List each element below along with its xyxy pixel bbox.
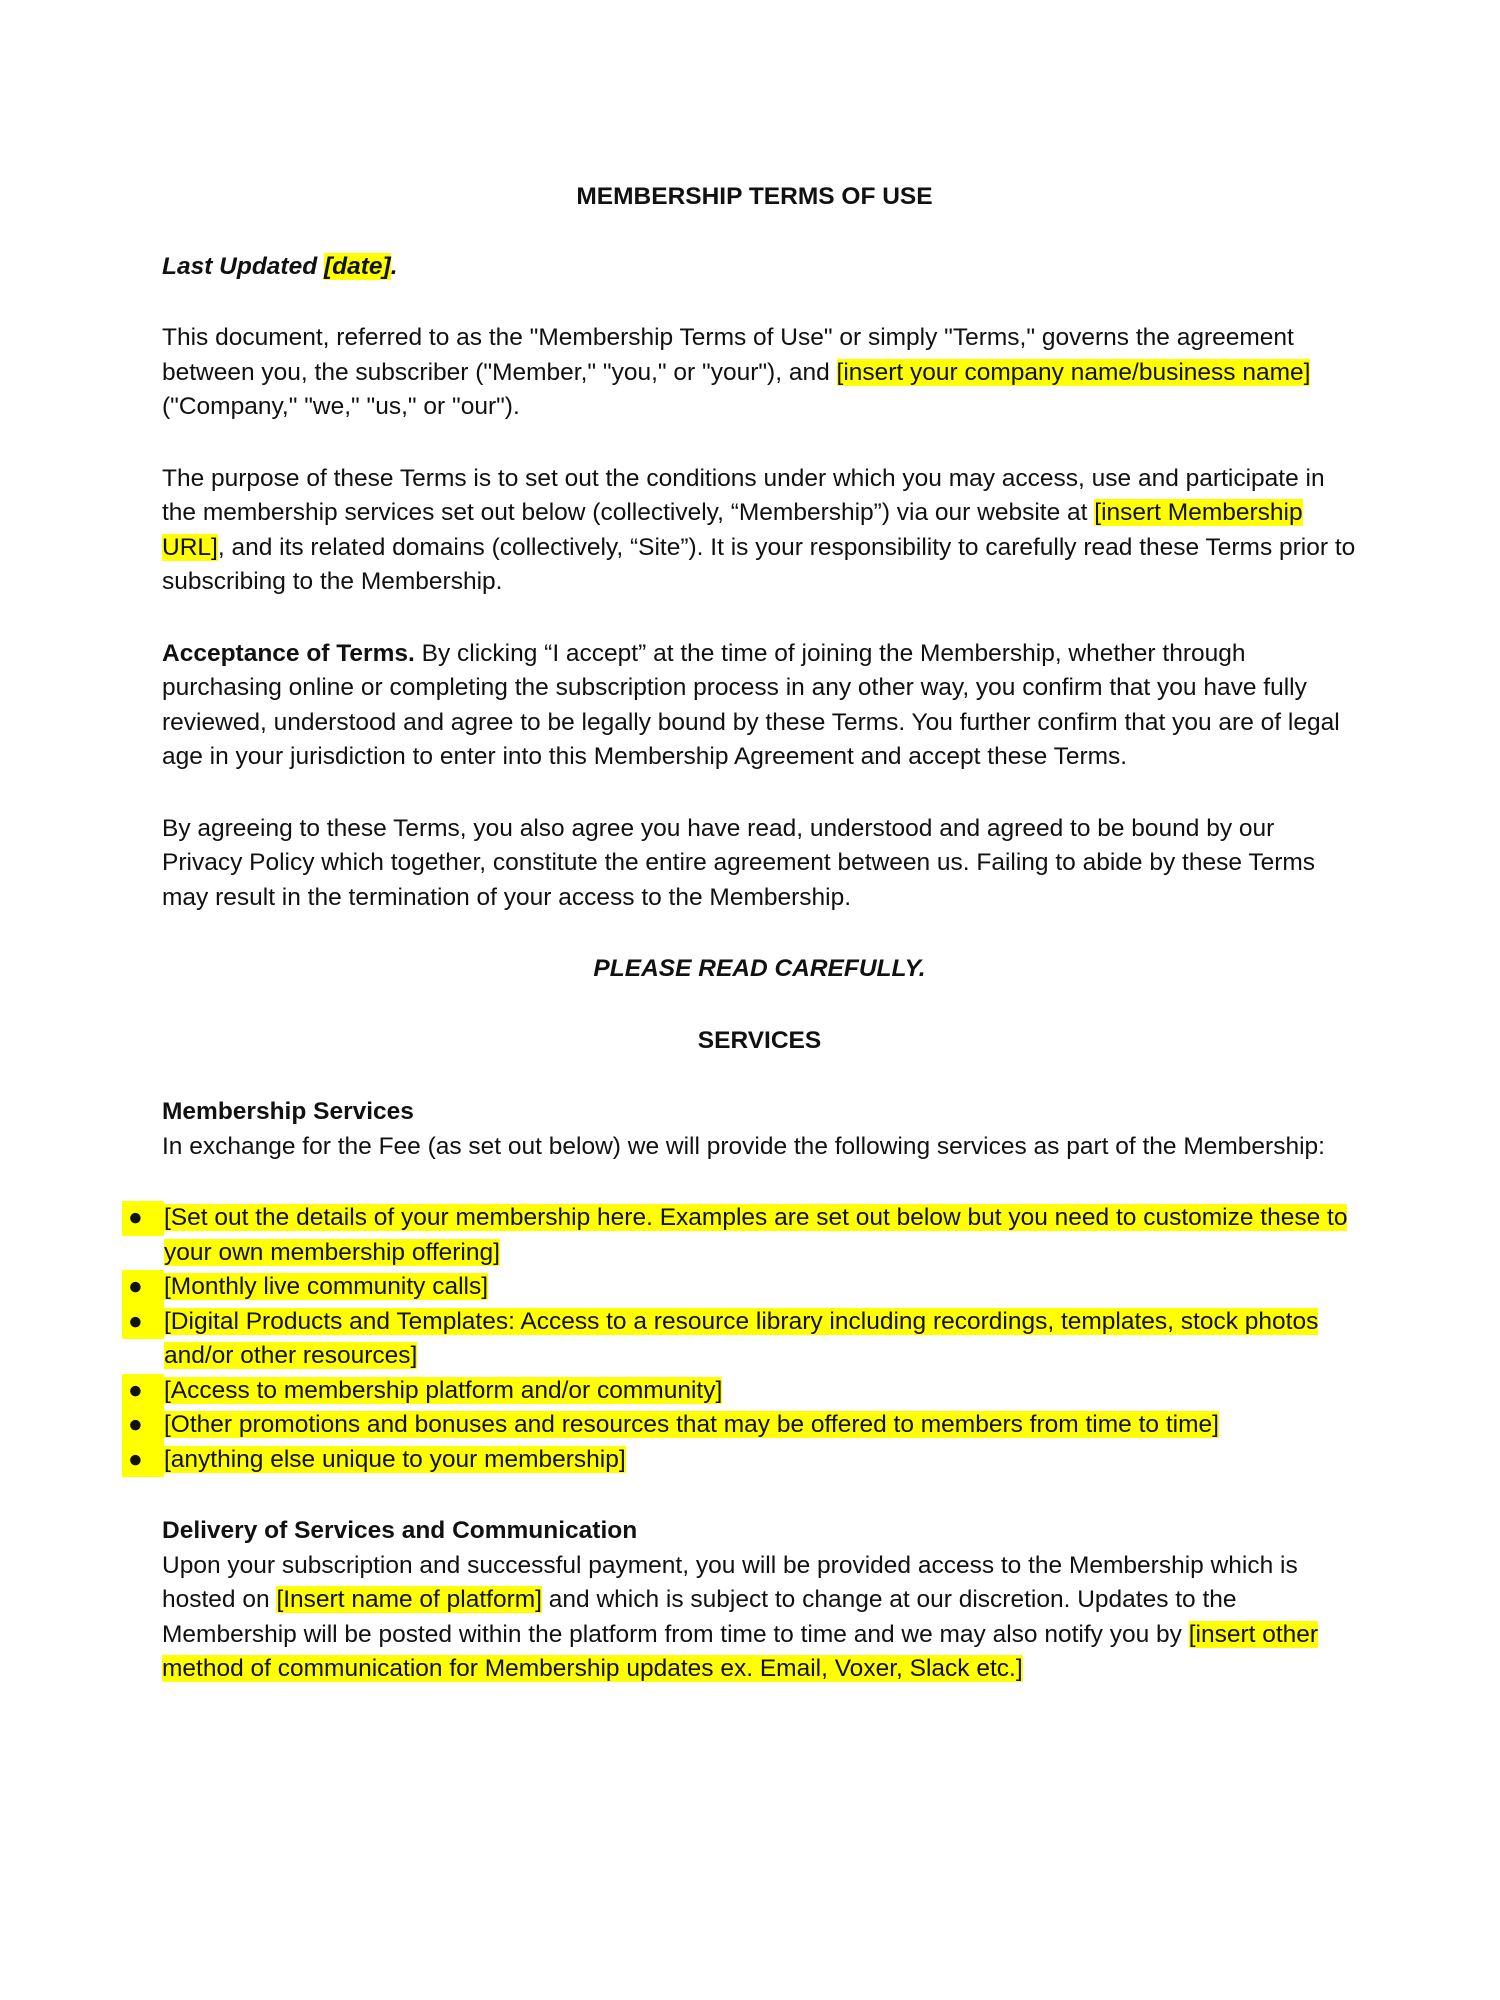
membership-services-list (122, 1201, 1357, 1477)
delivery-text-2: and which is subject to change at our discretion. Updates to the Membership will be posted within the platform from time to time and we may also notify you by (162, 1586, 1237, 1648)
list-item-text: [Access to membership platform and/or community] (164, 1376, 723, 1404)
document-page (128, 180, 1357, 1724)
list-item (122, 1374, 1357, 1409)
membership-services-section (128, 1095, 1357, 1477)
intro-text-1: This document, referred to as the "Membership Terms of Use" or simply "Terms," governs the agreement between you, the subscriber ("Member," "you," or "your"), and (162, 324, 1294, 386)
last-updated (162, 250, 1357, 285)
list-item (122, 1201, 1357, 1270)
purpose-text-2: , and its related domains (collectively, “Site”). It is your responsibility to carefully read these Terms prior to subscribing to the Membership. (162, 533, 1356, 595)
list-item-text: [Digital Products and Templates: Access to a resource library including recordings, templates, stock photos and/or other resources] (164, 1307, 1319, 1369)
delivery-paragraph (162, 1549, 1357, 1687)
bullet-icon: ● (122, 1408, 164, 1443)
acceptance-paragraph (162, 637, 1357, 775)
purpose-text-1: The purpose of these Terms is to set out the conditions under which you may access, use and participate in the membership services set out below (collectively, “Membership”) via our website at (162, 464, 1325, 526)
list-item-text: [anything else unique to your membership] (164, 1445, 626, 1473)
membership-services-heading: Membership Services (162, 1098, 414, 1125)
list-item (122, 1305, 1357, 1374)
acceptance-text: By clicking “I accept” at the time of joining the Membership, whether through purchasing online or completing the subscription process in any other way, you confirm that you have fully reviewed, understood and agree to be legally bound by these Terms. You further confirm that you are of legal age in your jurisdiction to enter into this Membership Agreement and accept these Terms. (162, 639, 1340, 770)
bullet-icon: ● (122, 1201, 164, 1236)
delivery-heading: Delivery of Services and Communication (162, 1517, 638, 1544)
list-item (122, 1408, 1357, 1443)
document-title: MEMBERSHIP TERMS OF USE (576, 183, 933, 210)
last-updated-date-placeholder: [date] (324, 252, 391, 280)
bullet-icon: ● (122, 1305, 164, 1340)
intro-paragraph (162, 321, 1357, 425)
read-carefully-notice: PLEASE READ CAREFULLY. (593, 955, 926, 982)
last-updated-label: Last Updated (162, 252, 324, 280)
membership-url-placeholder: [insert Membership URL] (162, 499, 1303, 561)
bullet-icon: ● (122, 1443, 164, 1478)
purpose-paragraph (162, 462, 1357, 600)
last-updated-end: . (390, 252, 398, 280)
communication-method-placeholder: [insert other method of communication for Membership updates ex. Email, Voxer, Slack etc.] (162, 1620, 1319, 1682)
delivery-text-1: Upon your subscription and successful payment, you will be provided access to the Membership which is hosted on (162, 1551, 1298, 1613)
intro-text-2: ("Company," "we," "us," or "our"). (162, 393, 520, 420)
services-heading: SERVICES (697, 1026, 822, 1054)
list-item (122, 1270, 1357, 1305)
list-item-text: [Other promotions and bonuses and resources that may be offered to members from time to time] (164, 1411, 1219, 1438)
platform-name-placeholder: [Insert name of platform] (276, 1586, 542, 1613)
membership-services-intro: In exchange for the Fee (as set out below) we will provide the following services as part of the Membership: (162, 1132, 1325, 1160)
bullet-icon: ● (122, 1374, 164, 1409)
list-item (122, 1443, 1357, 1478)
company-name-placeholder: [insert your company name/business name] (836, 358, 1311, 386)
list-item-text: [Set out the details of your membership here. Examples are set out below but you need to customize these to your own membership offering] (164, 1204, 1348, 1266)
agreeing-paragraph: By agreeing to these Terms, you also agree you have read, understood and agreed to be bound by our Privacy Policy which together, constitute the entire agreement between us. Failing to abide by these Terms may result in the termination of your access to the Membership. (162, 814, 1316, 911)
list-item-text: [Monthly live community calls] (164, 1273, 489, 1300)
delivery-section (162, 1514, 1357, 1687)
bullet-icon: ● (122, 1270, 164, 1305)
acceptance-heading: Acceptance of Terms. (162, 639, 415, 667)
